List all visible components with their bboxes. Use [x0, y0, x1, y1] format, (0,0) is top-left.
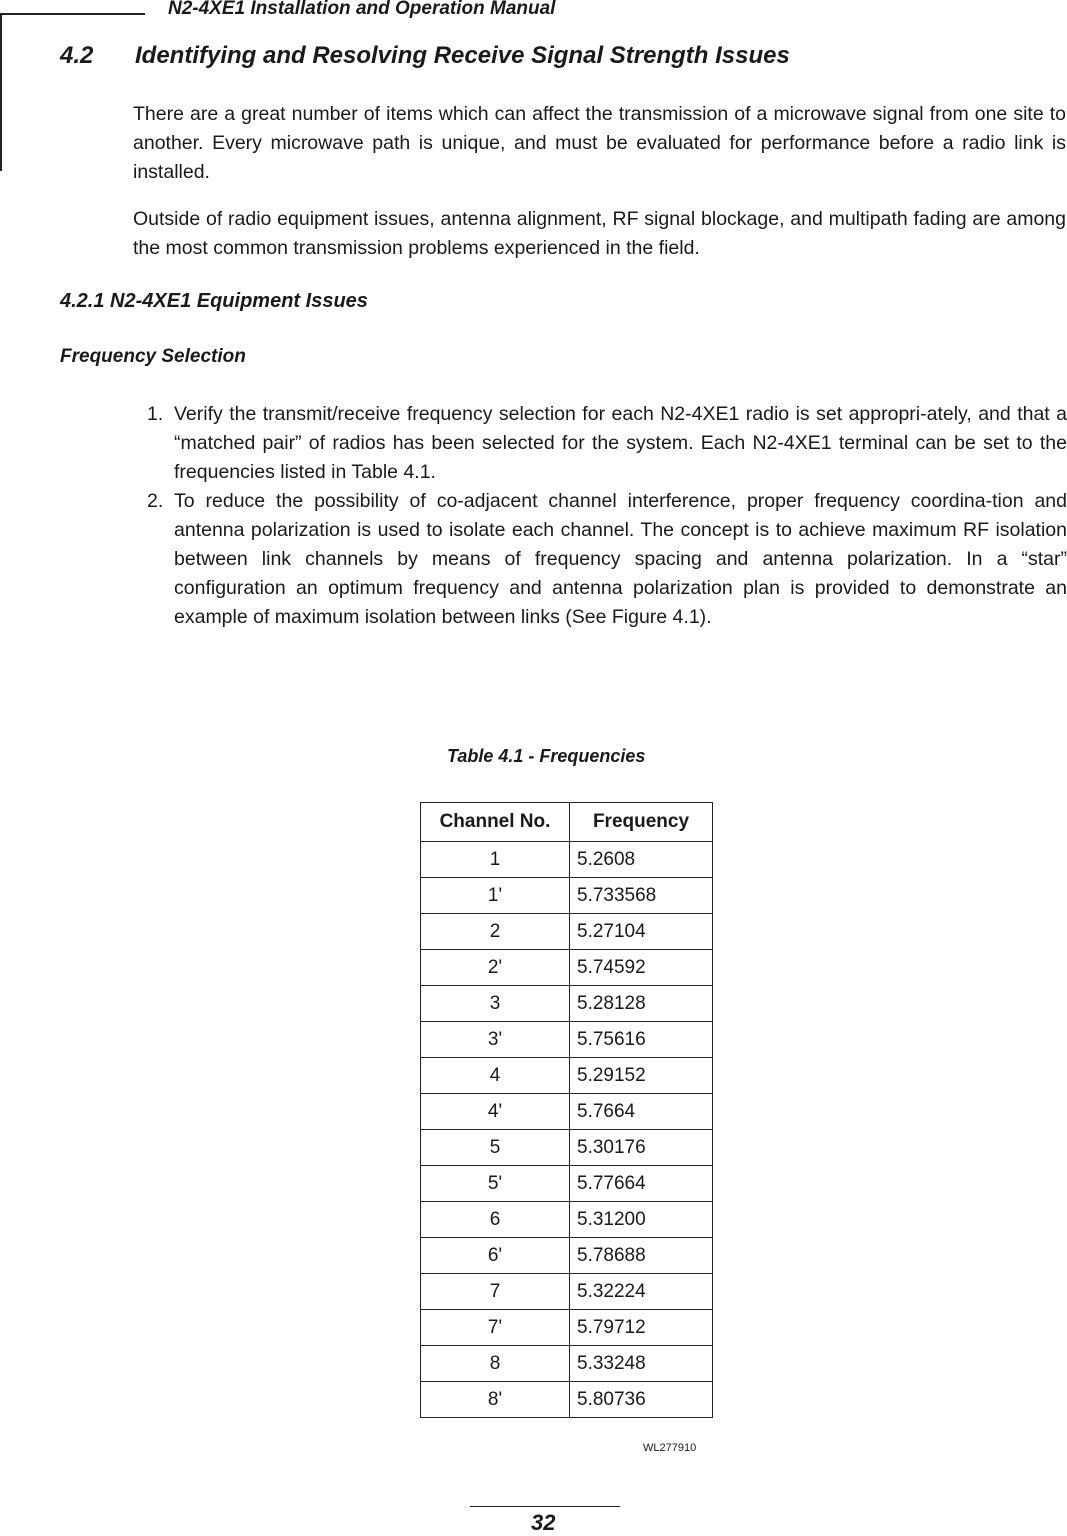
table-row — [421, 1094, 713, 1130]
frequency-cell: 5.2608 — [570, 842, 713, 878]
table-row — [421, 1022, 713, 1058]
frequency-cell: 5.33248 — [570, 1346, 713, 1382]
channel-cell: 3 — [421, 986, 570, 1022]
table-row — [421, 842, 713, 878]
table-row — [421, 878, 713, 914]
table-row — [421, 1346, 713, 1382]
issues-paragraph: Outside of radio equipment issues, antenna alignment, RF signal blockage, and multipath fading are among the most common transmission problems experienced in the field. — [133, 208, 1066, 259]
list-item-text: To reduce the possibility of co-adjacent channel interference, proper frequency coordina-tion and antenna polarization is used to isolate each channel. The concept is to achieve maximum RF isolation between link channels by means of frequency spacing and antenna polarization. In a “star” configuration an optimum frequency and antenna polarization plan is provided to demonstrate an example of maximum isolation between links (See Figure 4.1). — [174, 490, 1067, 628]
page-number: 32 — [531, 1510, 556, 1535]
table-title: Table 4.1 - Frequencies — [447, 746, 646, 766]
frequency-cell: 5.28128 — [570, 986, 713, 1022]
header-rule — [0, 13, 145, 15]
table-row — [421, 1238, 713, 1274]
column-header-frequency: Frequency — [570, 803, 713, 842]
table-row — [421, 950, 713, 986]
margin-rule — [0, 13, 2, 171]
frequency-cell: 5.78688 — [570, 1238, 713, 1274]
frequency-cell: 5.80736 — [570, 1382, 713, 1418]
channel-cell: 6 — [421, 1202, 570, 1238]
frequency-cell: 5.30176 — [570, 1130, 713, 1166]
channel-cell: 8 — [421, 1346, 570, 1382]
steps-list — [147, 400, 1067, 632]
list-marker: 1. — [147, 403, 164, 425]
subsection-heading: 4.2.1 N2-4XE1 Equipment Issues — [60, 290, 368, 312]
topic-heading: Frequency Selection — [60, 346, 246, 367]
figure-code: WL277910 — [643, 1442, 697, 1454]
channel-cell: 7' — [421, 1310, 570, 1346]
table-row — [421, 1274, 713, 1310]
frequency-cell: 5.77664 — [570, 1166, 713, 1202]
list-marker: 2. — [147, 490, 164, 512]
column-header-channel: Channel No. — [421, 803, 570, 842]
table-row — [421, 1130, 713, 1166]
table-row — [421, 914, 713, 950]
frequency-cell: 5.75616 — [570, 1022, 713, 1058]
table-row — [421, 1058, 713, 1094]
frequency-cell: 5.733568 — [570, 878, 713, 914]
running-header: N2-4XE1 Installation and Operation Manual — [168, 0, 556, 19]
intro-paragraph: There are a great number of items which can affect the transmission of a microwave signal from one site to another. Every microwave path is unique, and must be evaluated for performance before a radio link is installed. — [133, 103, 1066, 183]
table-row — [421, 1166, 713, 1202]
channel-cell: 4 — [421, 1058, 570, 1094]
channel-cell: 7 — [421, 1274, 570, 1310]
list-item — [147, 400, 1067, 487]
channel-cell: 6' — [421, 1238, 570, 1274]
channel-cell: 5' — [421, 1166, 570, 1202]
channel-cell: 3' — [421, 1022, 570, 1058]
frequency-cell: 5.29152 — [570, 1058, 713, 1094]
table-row — [421, 1310, 713, 1346]
table-header-row — [421, 803, 713, 842]
frequency-cell: 5.79712 — [570, 1310, 713, 1346]
frequency-cell: 5.31200 — [570, 1202, 713, 1238]
channel-cell: 2 — [421, 914, 570, 950]
channel-cell: 2' — [421, 950, 570, 986]
table-row — [421, 986, 713, 1022]
table-row — [421, 1382, 713, 1418]
frequency-cell: 5.32224 — [570, 1274, 713, 1310]
frequency-cell: 5.27104 — [570, 914, 713, 950]
section-title: Identifying and Resolving Receive Signal Strength Issues — [135, 42, 790, 69]
footer-rule — [470, 1506, 620, 1507]
channel-cell: 8' — [421, 1382, 570, 1418]
section-number: 4.2 — [60, 42, 94, 69]
channel-cell: 1' — [421, 878, 570, 914]
table-row — [421, 1202, 713, 1238]
channel-cell: 5 — [421, 1130, 570, 1166]
list-item-text: Verify the transmit/receive frequency selection for each N2-4XE1 radio is set appropri-ately, and that a “matched pair” of radios has been selected for the system. Each N2-4XE1 terminal can be set to the frequencies listed in Table 4.1. — [174, 403, 1067, 483]
list-item — [147, 487, 1067, 632]
frequency-table — [420, 802, 713, 1418]
frequency-cell: 5.74592 — [570, 950, 713, 986]
channel-cell: 4' — [421, 1094, 570, 1130]
section-heading — [60, 42, 790, 70]
channel-cell: 1 — [421, 842, 570, 878]
frequency-cell: 5.7664 — [570, 1094, 713, 1130]
